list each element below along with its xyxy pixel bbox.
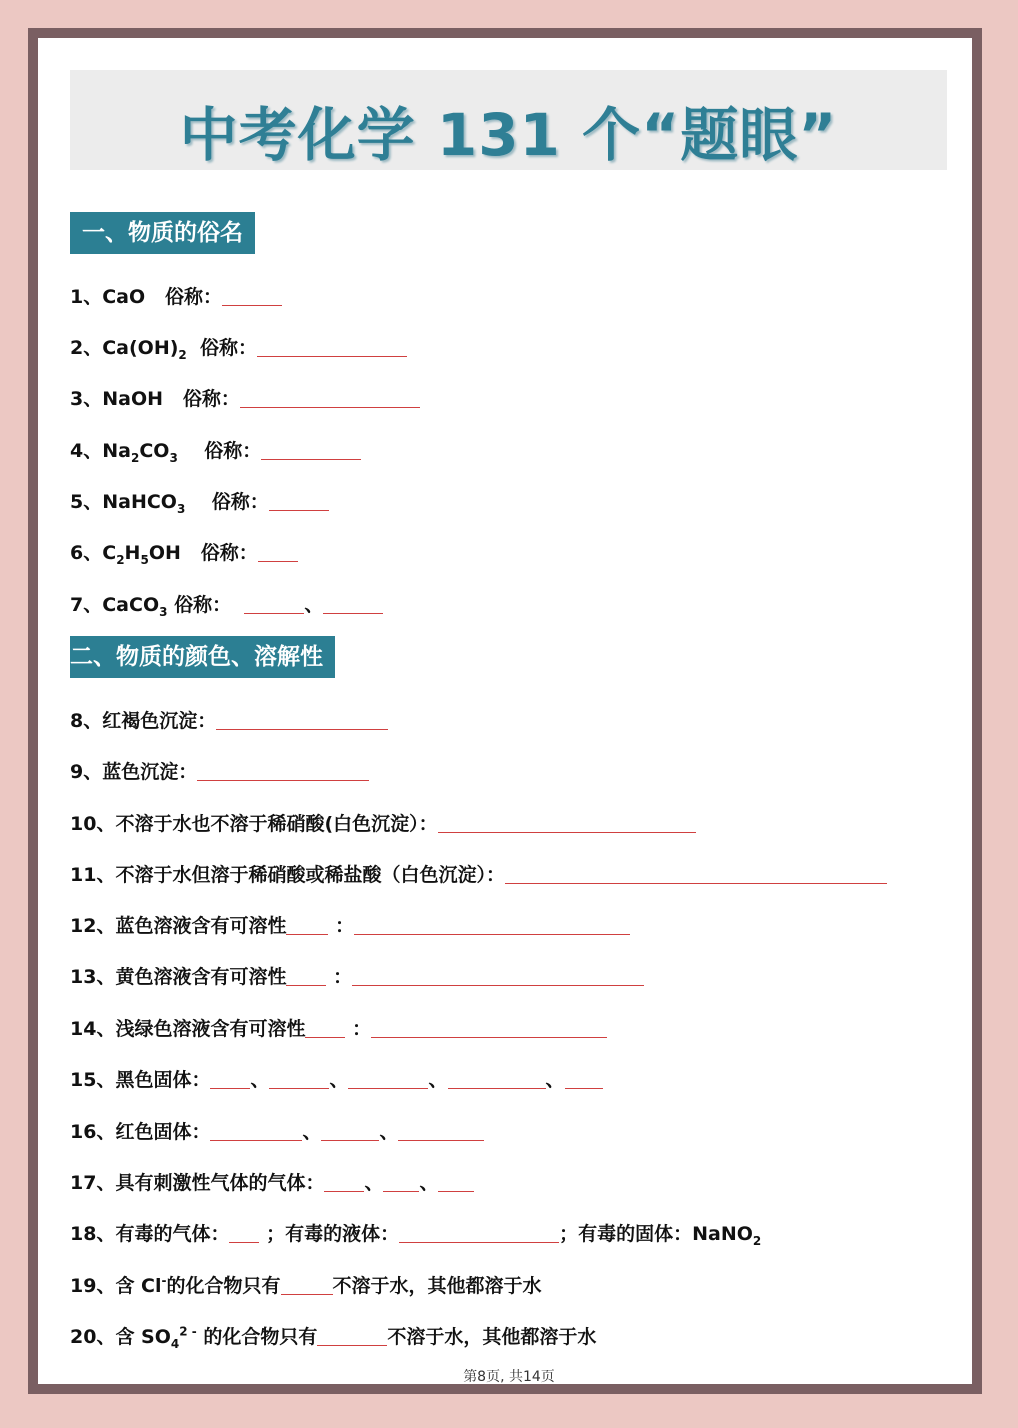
answer-blank[interactable] [348, 1087, 428, 1089]
answer-blank[interactable] [269, 1087, 329, 1089]
answer-blank[interactable] [244, 612, 304, 614]
question-7: 7、CaCO$_3$ 俗称： 、 [70, 590, 383, 619]
page-title: 中考化学 131 个“题眼” [179, 101, 838, 169]
answer-blank[interactable] [305, 1036, 345, 1038]
answer-blank[interactable] [565, 1087, 603, 1089]
answer-blank[interactable] [321, 1139, 379, 1141]
answer-blank[interactable] [323, 612, 383, 614]
question-18: 18、有毒的气体： ；有毒的液体： ；有毒的固体：NaNO$_2$ [70, 1223, 762, 1248]
title-band [70, 70, 947, 170]
answer-blank[interactable] [269, 509, 329, 511]
question-8: 8、红褐色沉淀： [70, 706, 388, 733]
question-3: 3、NaOH 俗称： [70, 384, 420, 411]
answer-blank[interactable] [286, 933, 328, 935]
answer-blank[interactable] [210, 1087, 250, 1089]
question-4: 4、$Na_2CO_3$ 俗称： [70, 436, 361, 465]
answer-blank[interactable] [438, 831, 696, 833]
answer-blank[interactable] [197, 779, 369, 781]
answer-blank[interactable] [240, 406, 420, 408]
answer-blank[interactable] [505, 882, 887, 884]
question-6: 6、$C_2H_5OH$ 俗称： [70, 538, 298, 567]
answer-blank[interactable] [261, 458, 361, 460]
question-15: 15、黑色固体： 、 、 、 、 [70, 1065, 603, 1092]
question-17: 17、具有刺激性气体的气体： 、 、 [70, 1168, 474, 1195]
answer-blank[interactable] [399, 1241, 559, 1243]
answer-blank[interactable] [398, 1139, 484, 1141]
answer-blank[interactable] [354, 933, 630, 935]
question-5: 5、NaHCO$_3$ 俗称： [70, 487, 329, 516]
answer-blank[interactable] [281, 1293, 333, 1295]
section-header-common-names: 一、物质的俗名 [70, 212, 255, 254]
question-13: 13、黄色溶液含有可溶性 ： [70, 962, 644, 989]
section-header-colors-solubility: 二、物质的颜色、溶解性 [70, 636, 335, 678]
answer-blank[interactable] [371, 1036, 607, 1038]
answer-blank[interactable] [324, 1190, 364, 1192]
answer-blank[interactable] [229, 1241, 259, 1243]
answer-blank[interactable] [257, 355, 407, 357]
answer-blank[interactable] [210, 1139, 302, 1141]
answer-blank[interactable] [352, 984, 644, 986]
question-19: 19、含 Cl-的化合物只有 不溶于水，其他都溶于水 [70, 1273, 542, 1297]
page-footer: 第8页, 共14页 [463, 1369, 555, 1385]
question-20: 20、含 $SO_4^{2 -}$ 的化合物只有 不溶于水，其他都溶于水 [70, 1324, 597, 1351]
answer-blank[interactable] [438, 1190, 474, 1192]
answer-blank[interactable] [286, 984, 326, 986]
question-16: 16、红色固体： 、 、 [70, 1117, 484, 1144]
answer-blank[interactable] [222, 304, 282, 306]
question-11: 11、不溶于水但溶于稀硝酸或稀盐酸（白色沉淀）： [70, 860, 887, 887]
question-14: 14、浅绿色溶液含有可溶性 ： [70, 1014, 607, 1041]
question-10: 10、不溶于水也不溶于稀硝酸(白色沉淀）： [70, 809, 696, 836]
answer-blank[interactable] [317, 1344, 387, 1346]
answer-blank[interactable] [383, 1190, 419, 1192]
answer-blank[interactable] [258, 560, 298, 562]
question-1: 1、CaO 俗称： [70, 282, 282, 309]
answer-blank[interactable] [216, 728, 388, 730]
question-12: 12、蓝色溶液含有可溶性 ： [70, 911, 630, 938]
answer-blank[interactable] [448, 1087, 546, 1089]
question-2: 2、$Ca(OH)_2$ 俗称： [70, 333, 407, 362]
question-9: 9、蓝色沉淀： [70, 757, 369, 784]
